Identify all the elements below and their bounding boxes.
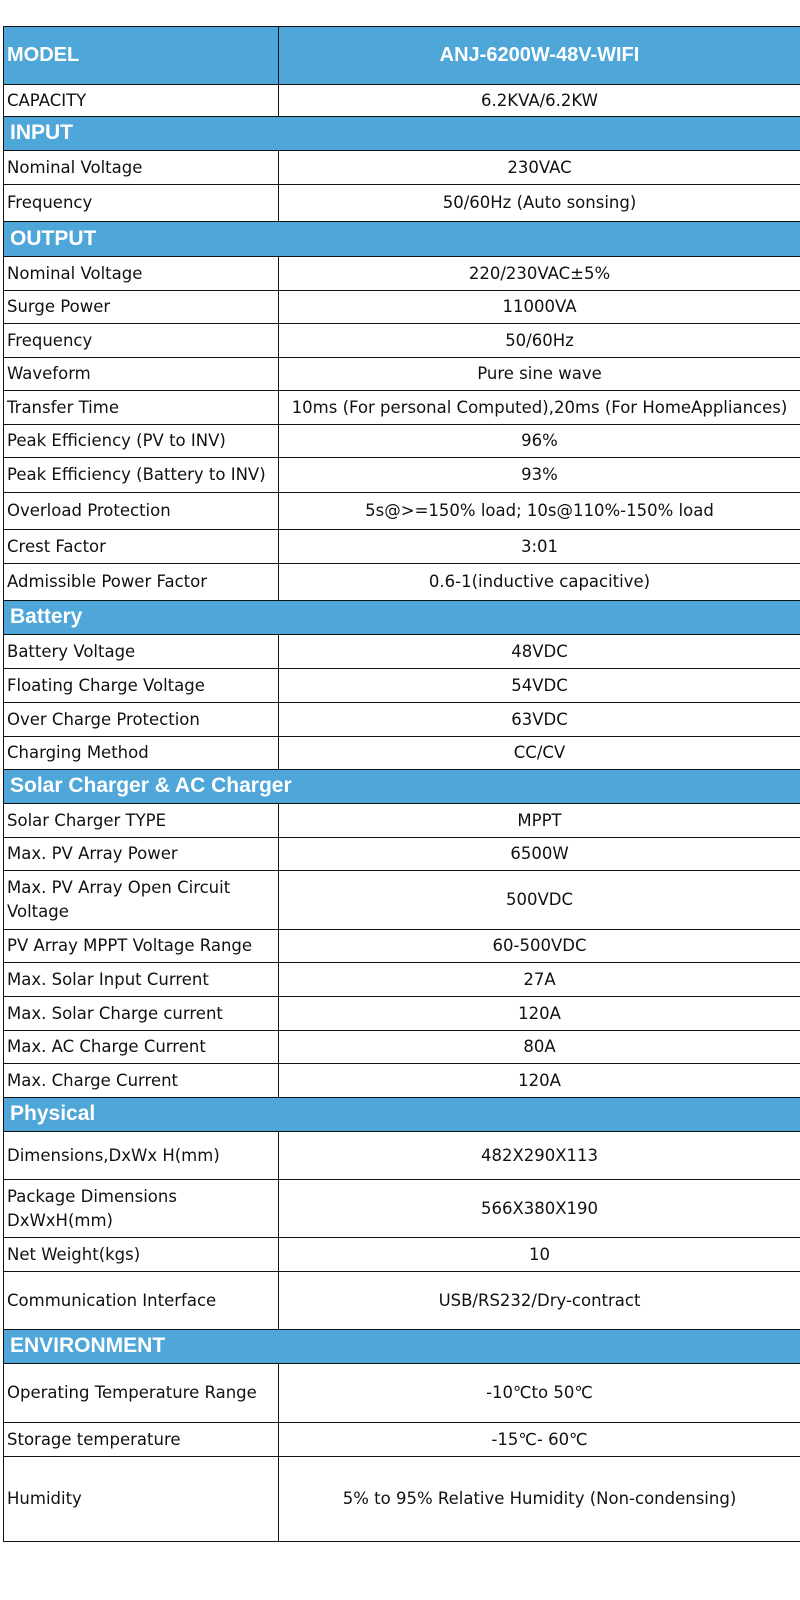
spec-row (4, 1180, 800, 1238)
spec-value: 482X290X113 (279, 1132, 800, 1180)
spec-value: Pure sine wave (279, 358, 800, 391)
spec-value: 3:01 (279, 530, 800, 564)
spec-label: Max. PV Array Open Circuit Voltage (4, 871, 279, 930)
model-row (4, 27, 800, 85)
section-header (4, 1098, 800, 1132)
spec-value: 50/60Hz (279, 324, 800, 358)
section-title: Physical (4, 1098, 800, 1132)
spec-value: 10 (279, 1238, 800, 1272)
spec-value: CC/CV (279, 737, 800, 770)
spec-value: 54VDC (279, 669, 800, 703)
spec-label: Net Weight(kgs) (4, 1238, 279, 1272)
spec-row (4, 291, 800, 324)
spec-value: 566X380X190 (279, 1180, 800, 1238)
section-title: INPUT (4, 117, 800, 151)
spec-label: Transfer Time (4, 391, 279, 425)
spec-row (4, 1238, 800, 1272)
spec-label: Solar Charger TYPE (4, 804, 279, 838)
spec-value: 120A (279, 997, 800, 1031)
spec-value: 93% (279, 458, 800, 493)
spec-label: Peak Efficiency (Battery to INV) (4, 458, 279, 493)
spec-label: Frequency (4, 324, 279, 358)
spec-label: Waveform (4, 358, 279, 391)
spec-label: PV Array MPPT Voltage Range (4, 930, 279, 963)
spec-row (4, 530, 800, 564)
spec-label: Admissible Power Factor (4, 564, 279, 601)
spec-value: 63VDC (279, 703, 800, 737)
spec-row (4, 871, 800, 930)
section-header (4, 770, 800, 804)
spec-label: Nominal Voltage (4, 151, 279, 185)
section-title: ENVIRONMENT (4, 1330, 800, 1364)
spec-label: Crest Factor (4, 530, 279, 564)
spec-label: Max. PV Array Power (4, 838, 279, 871)
spec-table (3, 26, 800, 1542)
section-title: Solar Charger & AC Charger (4, 770, 800, 804)
spec-value: 120A (279, 1064, 800, 1098)
spec-label: Peak Efficiency (PV to INV) (4, 425, 279, 458)
spec-row (4, 185, 800, 222)
section-header (4, 601, 800, 635)
spec-row (4, 564, 800, 601)
spec-value: 220/230VAC±5% (279, 257, 800, 291)
spec-label: Charging Method (4, 737, 279, 770)
spec-value: -10℃to 50℃ (279, 1364, 800, 1423)
capacity-value: 6.2KVA/6.2KW (279, 85, 800, 117)
spec-row (4, 1132, 800, 1180)
spec-value: 50/60Hz (Auto sonsing) (279, 185, 800, 222)
spec-label: Over Charge Protection (4, 703, 279, 737)
spec-label: Dimensions,DxWx H(mm) (4, 1132, 279, 1180)
spec-value: 500VDC (279, 871, 800, 930)
spec-row (4, 1364, 800, 1423)
spec-label: Operating Temperature Range (4, 1364, 279, 1423)
spec-row (4, 669, 800, 703)
spec-row (4, 1272, 800, 1330)
spec-value: 60-500VDC (279, 930, 800, 963)
spec-row (4, 391, 800, 425)
spec-row (4, 1457, 800, 1542)
capacity-label: CAPACITY (4, 85, 279, 117)
spec-row (4, 425, 800, 458)
spec-label: Max. Solar Input Current (4, 963, 279, 997)
spec-row (4, 635, 800, 669)
spec-label: Battery Voltage (4, 635, 279, 669)
spec-value: 48VDC (279, 635, 800, 669)
spec-label: Overload Protection (4, 493, 279, 530)
spec-value: 230VAC (279, 151, 800, 185)
spec-value: 11000VA (279, 291, 800, 324)
spec-label: Humidity (4, 1457, 279, 1542)
spec-value: 96% (279, 425, 800, 458)
spec-value: 5s@>=150% load; 10s@110%-150% load (279, 493, 800, 530)
spec-row (4, 458, 800, 493)
section-header (4, 222, 800, 257)
spec-label: Max. Charge Current (4, 1064, 279, 1098)
spec-label: Communication Interface (4, 1272, 279, 1330)
spec-value: 6500W (279, 838, 800, 871)
spec-value: 5% to 95% Relative Humidity (Non-condensing) (279, 1457, 800, 1542)
spec-row (4, 930, 800, 963)
spec-row (4, 493, 800, 530)
spec-value: MPPT (279, 804, 800, 838)
spec-row (4, 151, 800, 185)
spec-row (4, 838, 800, 871)
spec-row (4, 1064, 800, 1098)
spec-row (4, 963, 800, 997)
spec-row (4, 257, 800, 291)
spec-label: Package Dimensions DxWxH(mm) (4, 1180, 279, 1238)
spec-label: Floating Charge Voltage (4, 669, 279, 703)
section-header (4, 117, 800, 151)
section-title: Battery (4, 601, 800, 635)
spec-row (4, 324, 800, 358)
spec-value: 80A (279, 1031, 800, 1064)
spec-sheet (3, 26, 800, 1542)
spec-label: Nominal Voltage (4, 257, 279, 291)
spec-value: 27A (279, 963, 800, 997)
section-title: OUTPUT (4, 222, 800, 257)
spec-label: Max. AC Charge Current (4, 1031, 279, 1064)
model-label: MODEL (4, 27, 279, 85)
spec-label: Frequency (4, 185, 279, 222)
spec-label: Max. Solar Charge current (4, 997, 279, 1031)
capacity-row (4, 85, 800, 117)
section-header (4, 1330, 800, 1364)
spec-row (4, 1031, 800, 1064)
spec-row (4, 997, 800, 1031)
spec-row (4, 358, 800, 391)
model-value: ANJ-6200W-48V-WIFI (279, 27, 800, 85)
spec-row (4, 703, 800, 737)
spec-label: Surge Power (4, 291, 279, 324)
spec-label: Storage temperature (4, 1423, 279, 1457)
spec-value: 10ms (For personal Computed),20ms (For HomeAppliances) (279, 391, 800, 425)
spec-value: -15℃- 60℃ (279, 1423, 800, 1457)
spec-row (4, 804, 800, 838)
spec-value: USB/RS232/Dry-contract (279, 1272, 800, 1330)
spec-row (4, 737, 800, 770)
spec-row (4, 1423, 800, 1457)
spec-value: 0.6-1(inductive capacitive) (279, 564, 800, 601)
